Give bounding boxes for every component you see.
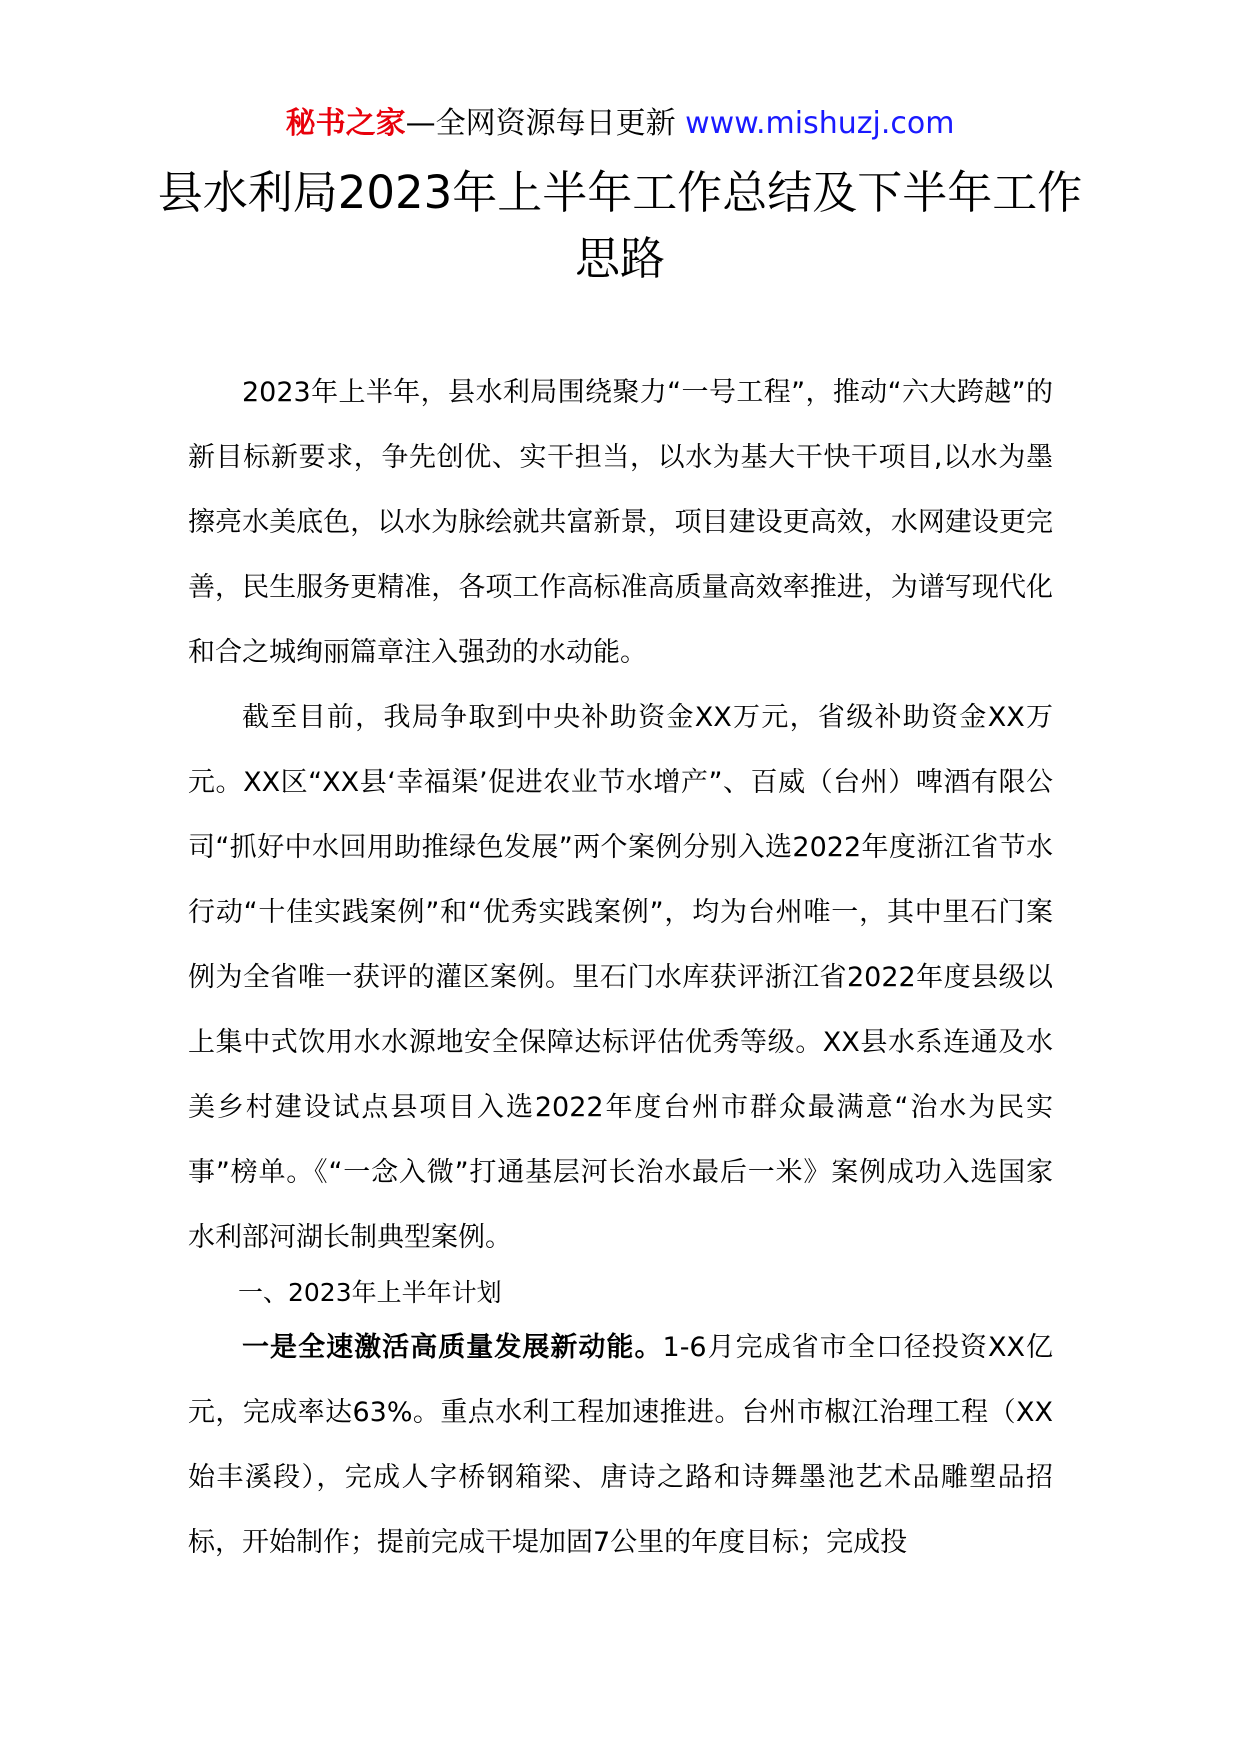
paragraph-intro: 2023年上半年，县水利局围绕聚力“一号工程”，推动“六大跨越”的新目标新要求，争先创优、实干担当，以水为基大干快干项目,以水为墨擦亮水美底色，以水为脉绘就共富新景，项目建设更高效，水网建设更完善，民生服务更精准，各项工作高标准高质量高效率推进，为谱写现代化和合之城绚丽篇章注入强劲的水动能。 (188, 377, 1053, 668)
section-heading: 一、2023年上半年计划 (238, 1278, 502, 1307)
site-url-link[interactable]: www.mishuzj.com (685, 106, 955, 141)
paragraph-lead-bold: 一是全速激活高质量发展新动能。 (242, 1332, 663, 1363)
paragraph-investment (188, 1315, 1053, 1575)
site-header (0, 104, 1240, 144)
paragraph-achievements: 截至目前，我局争取到中央补助资金XX万元，省级补助资金XX万元。XX区“XX县‘幸福渠’促进农业节水增产”、百威（台州）啤酒有限公司“抓好中水回用助推绿色发展”两个案例分别入选2022年度浙江省节水行动“十佳实践案例”和“优秀实践案例”，均为台州唯一，其中里石门案例为全省唯一获评的灌区案例。里石门水库获评浙江省2022年度县级以上集中式饮用水水源地安全保障达标评估优秀等级。XX县水系连通及水美乡村建设试点县项目入选2022年度台州市群众最满意“治水为民实事”榜单。《“一念入微”打通基层河长治水最后一米》案例成功入选国家水利部河湖长制典型案例。 (188, 702, 1053, 1253)
brand-name: 秘书之家 (285, 106, 406, 141)
header-tagline: —全网资源每日更新 (405, 106, 676, 141)
paragraph-investment-text: 1-6月完成省市全口径投资XX亿元，完成率达63%。重点水利工程加速推进。台州市椒江治理工程（XX始丰溪段），完成人字桥钢箱梁、唐诗之路和诗舞墨池艺术品雕塑品招标，开始制作；提前完成干堤加固7公里的年度目标；完成投 (188, 1332, 1054, 1558)
document-body (188, 360, 1053, 1575)
document-title: 县水利局2023年上半年工作总结及下半年工作思路 (157, 166, 1083, 285)
